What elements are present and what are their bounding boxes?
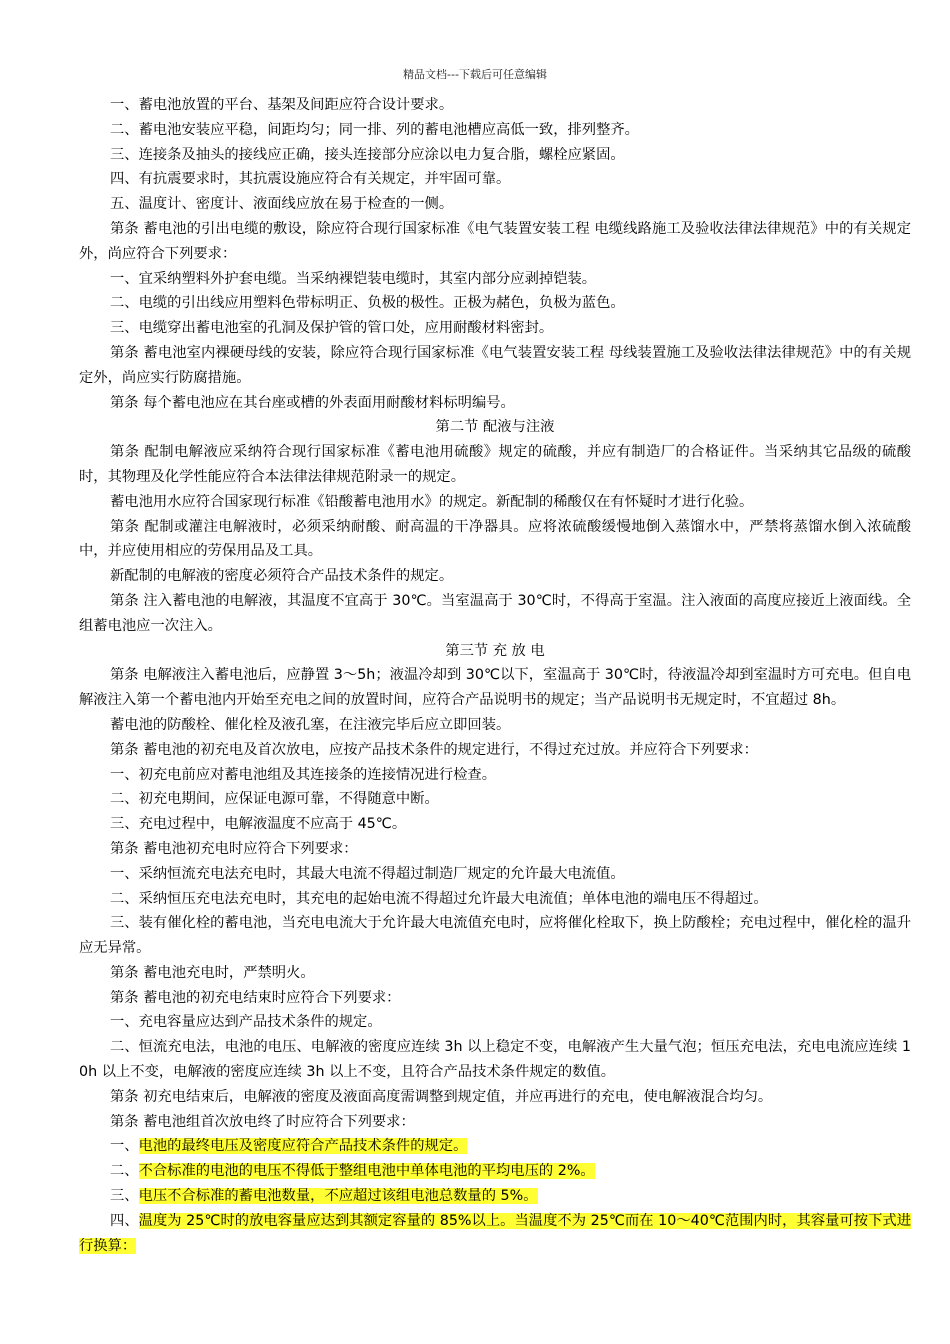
paragraph: 三、装有催化栓的蓄电池，当充电电流大于允许最大电流值充电时，应将催化栓取下，换上防酸栓；充电过程中，催化栓的温升应无异常。 xyxy=(79,915,911,957)
section-heading: 第二节 配液与注液 xyxy=(435,419,555,436)
paragraph xyxy=(79,1159,911,1184)
highlighted-text: 电压不合标准的蓄电池数量，不应超过该组电池总数量的 5%。 xyxy=(138,1188,538,1205)
paragraph: 第条 蓄电池初充电时应符合下列要求： xyxy=(110,840,358,857)
paragraph: 蓄电池用水应符合国家现行标准《铅酸蓄电池用水》的规定。新配制的稀酸仅在有怀疑时才进行化验。 xyxy=(110,493,754,510)
paragraph: 第条 蓄电池的初充电及首次放电，应按产品技术条件的规定进行，不得过充过放。并应符合下列要求： xyxy=(110,741,758,758)
highlighted-text: 温度为 25℃时的放电容量应达到其额定容量的 85%以上。当温度不为 25℃而在 10～40℃范围内时，其容量可按下式进行换算： xyxy=(79,1212,912,1254)
paragraph: 二、蓄电池安装应平稳，间距均匀；同一排、列的蓄电池槽应高低一致，排列整齐。 xyxy=(110,121,639,138)
paragraph: 蓄电池的防酸栓、催化栓及液孔塞，在注液完毕后应立即回装。 xyxy=(110,716,511,733)
item-prefix: 三、 xyxy=(110,1188,139,1205)
item-prefix: 四、 xyxy=(110,1212,139,1229)
paragraph: 二、恒流充电法，电池的电压、电解液的密度应连续 3h 以上稳定不变，电解液产生大量气泡；恒压充电法，充电电流应连续 10h 以上不变，电解液的密度应连续 3h 以上不变，且符合产品技术条件规定的数值。 xyxy=(79,1039,911,1081)
document-body xyxy=(79,93,911,1258)
paragraph xyxy=(79,1134,911,1159)
paragraph: 第条 配制电解液应采纳符合现行国家标准《蓄电池用硫酸》规定的硫酸，并应有制造厂的合格证件。当采纳其它品级的硫酸时，其物理及化学性能应符合本法律法律规范附录一的规定。 xyxy=(79,444,911,485)
paragraph: 第条 初充电结束后，电解液的密度及液面高度需调整到规定值，并应再进行的充电，使电解液混合均匀。 xyxy=(110,1088,773,1105)
paragraph: 第条 蓄电池的初充电结束时应符合下列要求： xyxy=(110,989,401,1006)
paragraph: 新配制的电解液的密度必须符合产品技术条件的规定。 xyxy=(110,568,454,585)
paragraph: 第条 每个蓄电池应在其台座或槽的外表面用耐酸材料标明编号。 xyxy=(110,394,515,411)
paragraph: 第条 蓄电池组首次放电终了时应符合下列要求： xyxy=(110,1113,415,1130)
paragraph: 第条 电解液注入蓄电池后，应静置 3～5h；液温冷却到 30℃以下，室温高于 30℃时，待液温冷却到室温时方可充电。但自电解液注入第一个蓄电池内开始至充电之间的放置时间，应符合产品说明书的规定；当产品说明书无规定时，不宜超过 8h。 xyxy=(79,667,911,709)
paragraph: 三、充电过程中，电解液温度不应高于 45℃。 xyxy=(110,816,407,833)
paragraph: 二、采纳恒压充电法充电时，其充电的起始电流不得超过允许最大电流值；单体电池的端电压不得超过。 xyxy=(110,890,768,907)
paragraph: 一、蓄电池放置的平台、基架及间距应符合设计要求。 xyxy=(110,97,454,113)
paragraph: 第条 注入蓄电池的电解液，其温度不宜高于 30℃。当室温高于 30℃时，不得高于室温。注入液面的高度应接近上液面线。全组蓄电池应一次注入。 xyxy=(79,592,911,634)
paragraph: 四、有抗震要求时，其抗震设施应符合有关规定，并牢固可靠。 xyxy=(110,171,511,188)
paragraph xyxy=(79,1184,911,1209)
paragraph: 第条 蓄电池室内裸硬母线的安装，除应符合现行国家标准《电气装置安装工程 母线装置施工及验收法律法律规范》中的有关规定外，尚应实行防腐措施。 xyxy=(79,344,911,386)
paragraph: 第条 配制或灌注电解液时，必须采纳耐酸、耐高温的干净器具。应将浓硫酸缓慢地倒入蒸馏水中，严禁将蒸馏水倒入浓硫酸中，并应使用相应的劳保用品及工具。 xyxy=(79,518,911,560)
paragraph: 二、电缆的引出线应用塑料色带标明正、负极的极性。正极为赭色，负极为蓝色。 xyxy=(110,295,625,312)
highlighted-text: 不合标准的电池的电压不得低于整组电池中单体电池的平均电压的 2%。 xyxy=(138,1163,595,1180)
highlighted-text: 电池的最终电压及密度应符合产品技术条件的规定。 xyxy=(138,1138,468,1155)
paragraph: 三、连接条及抽头的接线应正确，接头连接部分应涂以电力复合脂，螺栓应紧固。 xyxy=(110,146,625,163)
paragraph: 一、宜采纳塑料外护套电缆。当采纳裸铠装电缆时，其室内部分应剥掉铠装。 xyxy=(110,270,597,287)
section-heading: 第三节 充 放 电 xyxy=(445,642,545,659)
paragraph: 五、温度计、密度计、液面线应放在易于检查的一侧。 xyxy=(110,196,454,213)
paragraph: 一、采纳恒流充电法充电时，其最大电流不得超过制造厂规定的允许最大电流值。 xyxy=(110,865,625,882)
item-prefix: 一、 xyxy=(110,1138,139,1155)
paragraph: 第条 蓄电池的引出电缆的敷设，除应符合现行国家标准《电气装置安装工程 电缆线路施工及验收法律法律规范》中的有关规定外，尚应符合下列要求： xyxy=(79,220,911,262)
paragraph: 二、初充电期间，应保证电源可靠，不得随意中断。 xyxy=(110,791,439,808)
paragraph: 三、电缆穿出蓄电池室的孔洞及保护管的管口处，应用耐酸材料密封。 xyxy=(110,320,554,337)
page-header: 精品文档---下载后可任意编辑 xyxy=(403,68,547,81)
paragraph: 一、初充电前应对蓄电池组及其连接条的连接情况进行检查。 xyxy=(110,766,497,783)
paragraph: 一、充电容量应达到产品技术条件的规定。 xyxy=(110,1014,382,1031)
paragraph: 第条 蓄电池充电时，严禁明火。 xyxy=(110,964,315,981)
item-prefix: 二、 xyxy=(110,1163,139,1180)
paragraph xyxy=(79,1209,911,1259)
